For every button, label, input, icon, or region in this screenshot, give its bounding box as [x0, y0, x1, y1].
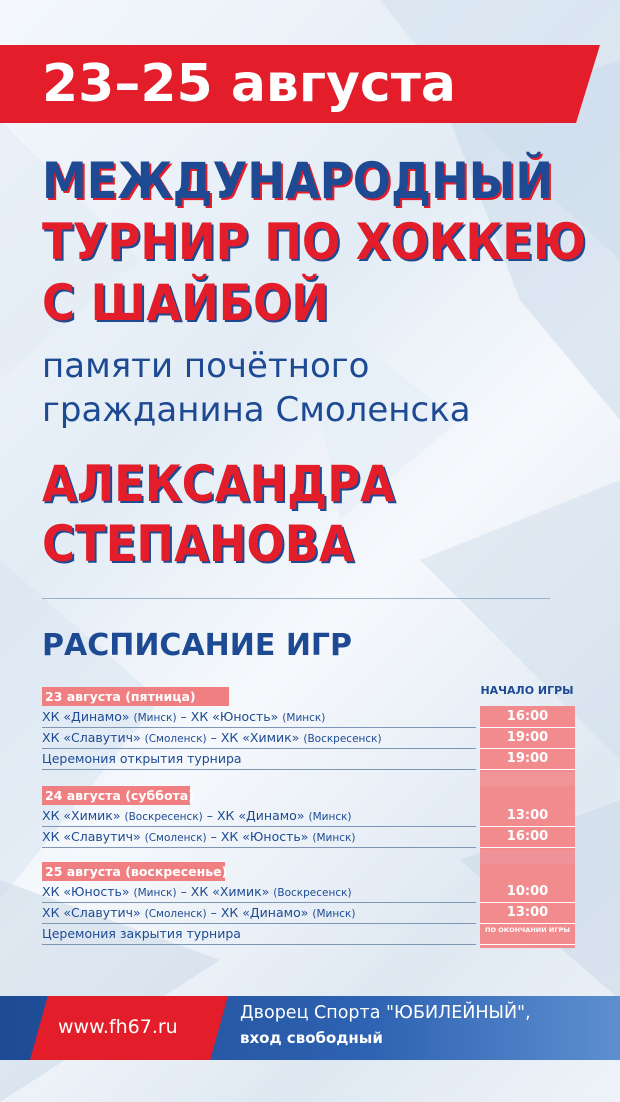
game-row: ХК «Юность» (Минск) – ХК «Химик» (Воскресенск) [42, 882, 476, 903]
day-label-3: 25 августа (воскресенье) [42, 862, 225, 881]
title-line-2: ТУРНИР ПО ХОККЕЮ [42, 213, 586, 271]
title-line-1: МЕЖДУНАРОДНЫЙ [42, 152, 553, 210]
date-banner-text: 23–25 августа [42, 54, 456, 114]
subtitle-line-1: памяти почётного [42, 346, 370, 386]
game-row: ХК «Славутич» (Смоленск) – ХК «Химик» (Воскресенск) [42, 728, 476, 749]
schedule-heading: РАСПИСАНИЕ ИГР [42, 628, 353, 663]
title-line-3: С ШАЙБОЙ [42, 274, 329, 332]
ceremony-time: 19:00 [480, 749, 575, 770]
subtitle-line-2: гражданина Смоленска [42, 390, 471, 430]
time-column-gap-1 [480, 772, 575, 786]
day-label-2: 24 августа (суббота) [42, 786, 190, 805]
game-row: ХК «Химик» (Воскресенск) – ХК «Динамо» (Минск) [42, 806, 476, 827]
game-row: ХК «Славутич» (Смоленск) – ХК «Динамо» (Минск) [42, 903, 476, 924]
venue-text: Дворец Спорта "ЮБИЛЕЙНЫЙ", [240, 1003, 531, 1023]
game-time: 13:00 [480, 903, 575, 924]
game-time: 16:00 [480, 707, 575, 728]
day-label-1: 23 августа (пятница) [42, 687, 229, 706]
website-link[interactable]: www.fh67.ru [58, 1016, 178, 1038]
ceremony-time-note: ПО ОКОНЧАНИИ ИГРЫ [480, 924, 575, 945]
section-divider [42, 598, 550, 599]
honoree-last-name: СТЕПАНОВА [42, 515, 354, 573]
game-row: ХК «Динамо» (Минск) – ХК «Юность» (Минск) [42, 707, 476, 728]
ceremony-row: Церемония открытия турнира [42, 749, 476, 770]
start-time-header: НАЧАЛО ИГРЫ [480, 684, 574, 697]
time-column-gap-2 [480, 850, 575, 864]
ceremony-row: Церемония закрытия турнира [42, 924, 476, 945]
game-time: 10:00 [480, 882, 575, 903]
free-entry-text: вход свободный [240, 1029, 383, 1047]
game-time: 19:00 [480, 728, 575, 749]
game-time: 16:00 [480, 827, 575, 848]
honoree-first-name: АЛЕКСАНДРА [42, 455, 395, 513]
game-row: ХК «Славутич» (Смоленск) – ХК «Юность» (Минск) [42, 827, 476, 848]
game-time: 13:00 [480, 806, 575, 827]
